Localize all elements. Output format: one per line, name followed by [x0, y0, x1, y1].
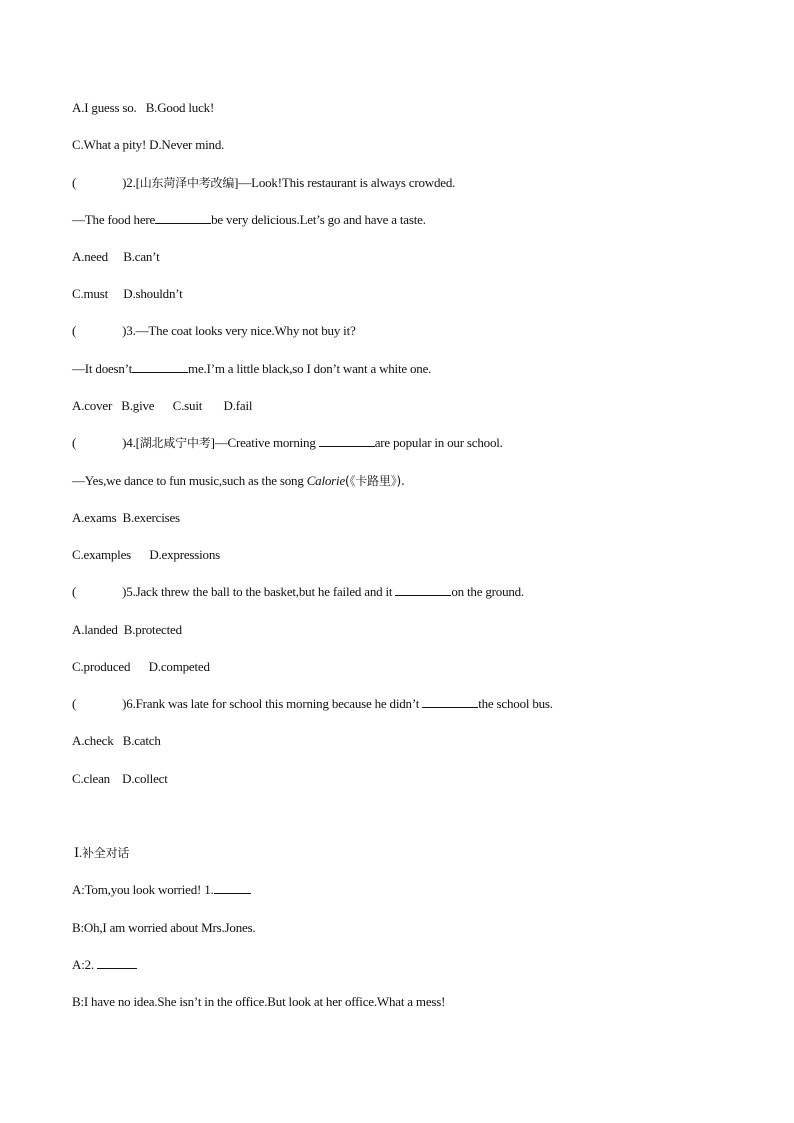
q4-text-part2: are popular in our school. [374, 435, 503, 450]
section-title: 补全对话 [82, 846, 130, 860]
q2-options-cd: C.must D.shouldn’t [72, 286, 183, 301]
q4-response-part2: (《卡路里》). [345, 474, 405, 488]
q4-text-part1: ]—Creative morning [210, 435, 319, 450]
q3-response-part2: me.I’m a little black,so I don’t want a white one. [188, 361, 432, 376]
q2-text: ]—Look!This restaurant is always crowded. [234, 175, 456, 190]
q3-response-part1: —It doesn’t [72, 361, 133, 376]
q3-text: )3.—The coat looks very nice.Why not buy it? [122, 323, 356, 338]
fill-blank[interactable] [214, 882, 251, 894]
song-title: Calorie [306, 473, 346, 488]
fill-blank[interactable] [97, 957, 137, 969]
fill-blank[interactable] [132, 361, 188, 373]
q2-stem [72, 175, 455, 191]
q3-stem [72, 323, 356, 339]
q2-response [72, 212, 426, 228]
q4-options-ab: A.exams B.exercises [72, 510, 180, 525]
q6-options-cd: C.clean D.collect [72, 771, 168, 786]
q6-text-part1: )6.Frank was late for school this morning because he didn’t [122, 696, 423, 711]
q4-number: )4.[ [122, 435, 140, 450]
answer-paren-open: ( [72, 584, 77, 599]
q5-options-cd: C.produced D.competed [72, 659, 210, 674]
section-number: Ⅰ. [74, 845, 82, 860]
answer-paren-open: ( [72, 435, 77, 450]
q4-source: 湖北咸宁中考 [139, 436, 211, 450]
q1-options-ab: A.I guess so. B.Good luck! [72, 100, 215, 115]
q2-number: )2.[ [122, 175, 140, 190]
q5-text-part1: )5.Jack threw the ball to the basket,but he failed and it [122, 584, 396, 599]
dialogue-line-3 [72, 957, 137, 973]
q2-response-part1: —The food here [72, 212, 156, 227]
q3-options: A.cover B.give C.suit D.fail [72, 398, 253, 413]
q4-response-part1: —Yes,we dance to fun music,such as the song [72, 473, 307, 488]
answer-paren-open: ( [72, 323, 77, 338]
q1-options-cd: C.What a pity! D.Never mind. [72, 137, 225, 152]
fill-blank[interactable] [319, 435, 375, 447]
q6-options-ab: A.check B.catch [72, 733, 161, 748]
fill-blank[interactable] [155, 212, 211, 224]
fill-blank[interactable] [422, 696, 478, 708]
q3-response [72, 361, 431, 377]
q6-text-part2: the school bus. [478, 696, 553, 711]
q4-stem [72, 435, 503, 451]
q6-stem [72, 696, 553, 712]
answer-paren-open: ( [72, 175, 77, 190]
dialogue-line-4: B:I have no idea.She isn’t in the office.But look at her office.What a mess! [72, 994, 446, 1009]
fill-blank[interactable] [395, 584, 451, 596]
q4-response [72, 473, 405, 489]
answer-paren-open: ( [72, 696, 77, 711]
q2-response-part2: be very delicious.Let’s go and have a taste. [211, 212, 426, 227]
dialogue-text: A:Tom,you look worried! 1. [72, 882, 214, 897]
q4-options-cd: C.examples D.expressions [72, 547, 221, 562]
q2-source: 山东菏泽中考改编 [139, 176, 235, 190]
dialogue-line-1 [72, 882, 251, 898]
q2-options-ab: A.need B.can’t [72, 249, 160, 264]
q5-text-part2: on the ground. [451, 584, 525, 599]
dialogue-line-2: B:Oh,I am worried about Mrs.Jones. [72, 920, 256, 935]
dialogue-text: A:2. [72, 957, 98, 972]
section-heading [74, 845, 129, 861]
q5-stem [72, 584, 524, 600]
q5-options-ab: A.landed B.protected [72, 622, 182, 637]
